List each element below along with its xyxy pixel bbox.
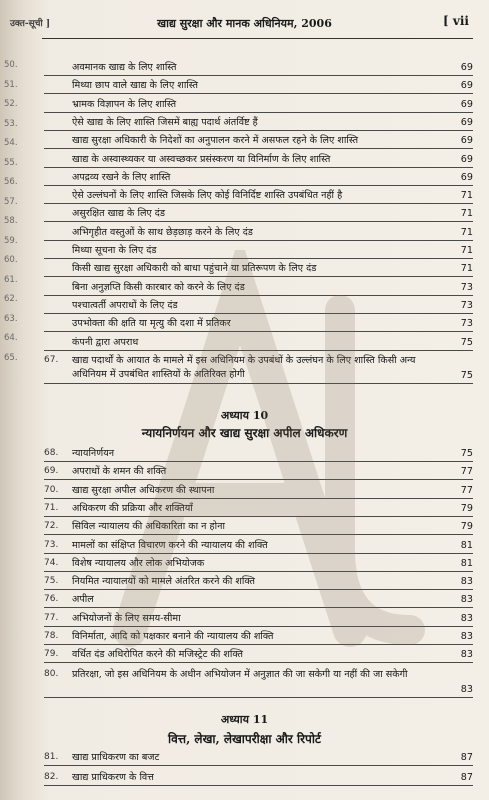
toc-entry-page: 75 — [460, 448, 473, 459]
toc-entry-page: 69 — [460, 172, 473, 183]
toc-entry-page: 83 — [460, 631, 473, 642]
toc-entry-page: 75 — [460, 337, 473, 348]
toc-entry-page: 71 — [460, 245, 473, 256]
toc-entry-text: मामलों का संक्षिप्त विचारण करने की न्यायालय की शक्ति — [72, 540, 268, 551]
header-title: खाद्य सुरक्षा और मानक अधिनियम, 2006 — [157, 17, 332, 30]
toc-entry-page: 75 — [460, 370, 473, 381]
toc-entry-page: 71 — [460, 227, 473, 238]
toc-entry-text: खाद्य पदार्थों के आयात के मामले में इस अधिनियम के उपबंधों के उल्लंघन के लिए शास्ति किसी अन्य अधिनियम में उपबंधित शास्तियों के अतिरिक्त होगी — [72, 355, 416, 380]
toc-entry-page: 71 — [460, 190, 473, 201]
toc-entry-page: 69 — [460, 99, 473, 110]
chapter-11-title: वित्त, लेखा, लेखापरीक्षा और रिपोर्ट — [168, 732, 321, 746]
toc-entry — [44, 335, 473, 351]
margin-number: 58. — [4, 216, 18, 226]
toc-entry-number: 76. — [44, 594, 59, 604]
toc-entry-number: 81. — [44, 752, 59, 762]
toc-entry-page: 73 — [460, 300, 473, 311]
toc-entry-page: 77 — [460, 466, 473, 477]
toc-entry-number: 79. — [44, 649, 59, 659]
toc-entry — [44, 483, 473, 499]
toc-entry-80 — [44, 667, 473, 698]
toc-entry-text: खाद्य प्राधिकरण के वित्त — [72, 772, 154, 783]
margin-number: 61. — [4, 274, 18, 285]
toc-entry — [44, 446, 473, 462]
toc-entry-text: खाद्य सुरक्षा अपील अधिकरण की स्थापना — [72, 485, 215, 496]
toc-entry — [44, 188, 473, 204]
toc-entry — [44, 97, 473, 113]
margin-number: 65. — [4, 352, 18, 363]
toc-entry-page: 83 — [460, 594, 473, 605]
toc-entry-text: भ्रामक विज्ञापन के लिए शास्ति — [72, 99, 177, 110]
margin-number: 64. — [4, 333, 18, 343]
toc-entry — [44, 316, 473, 332]
margin-number: 63. — [4, 313, 18, 324]
toc-entry — [44, 519, 473, 535]
toc-entry — [44, 261, 473, 277]
toc-entry-page: 71 — [460, 263, 473, 274]
toc-entry-text: अपद्रव्य रखने के लिए शास्ति — [72, 172, 171, 183]
toc-entry — [44, 592, 473, 608]
toc-entry — [44, 170, 473, 186]
toc-entry-text: खाद्य के अस्वास्थ्यकर या अस्वच्छकर प्रसंस्करण या विनिर्माण के लिए शास्ति — [72, 154, 331, 165]
toc-entry-text: बिना अनुज्ञप्ति किसी कारबार को करने के लिए दंड — [72, 282, 245, 293]
header-section-label: उक्त-सूची ] — [10, 19, 51, 29]
toc-entry — [44, 133, 473, 149]
margin-number: 52. — [4, 99, 18, 109]
toc-entry-page: 83 — [460, 576, 473, 587]
toc-entry — [44, 629, 473, 645]
toc-entry-text: अभिगृहीत वस्तुओं के साथ छेड़छाड़ करने के लिए दंड — [72, 227, 253, 238]
toc-entry-text: पश्चात्वर्ती अपराधों के लिए दंड — [72, 300, 178, 311]
toc-entry-page: 83 — [460, 649, 473, 660]
toc-entry-page: 87 — [460, 752, 473, 763]
toc-entry-text: किसी खाद्य सुरक्षा अधिकारी को बाधा पहुंचाने या प्रतिरूपण के लिए दंड — [72, 263, 317, 274]
toc-entry — [44, 770, 473, 786]
toc-entry-text: कंपनी द्वारा अपराध — [72, 337, 139, 348]
toc-entry-text: मिथ्या छाप वाले खाद्य के लिए शास्ति — [72, 80, 198, 91]
toc-entry-text: सिविल न्यायालय की अधिकारिता का न होना — [72, 521, 225, 532]
toc-entry-page: 69 — [460, 62, 473, 73]
toc-entry-page: 83 — [460, 684, 473, 695]
toc-entry-number: 67. — [44, 355, 59, 365]
toc-entry-text: अपील — [72, 594, 94, 605]
toc-entry-text: वर्धित दंड अधिरोपित करने की मजिस्ट्रेट की शक्ति — [72, 649, 243, 660]
chapter-11-label: अध्याय 11 — [220, 713, 269, 726]
toc-entry-text: प्रतिरक्षा, जो इस अधिनियम के अधीन अभियोजन में अनुज्ञात की जा सकेगी या नहीं की जा सकेगी — [72, 669, 408, 680]
margin-number: 59. — [4, 235, 18, 246]
toc-entry — [44, 464, 473, 480]
chapter-10-title: न्यायनिर्णयन और खाद्य सुरक्षा अपील अधिकरण — [141, 426, 348, 440]
toc-entry-page: 77 — [460, 485, 473, 496]
margin-number: 51. — [4, 79, 18, 90]
toc-entry — [44, 611, 473, 627]
toc-entry-page: 69 — [460, 80, 473, 91]
margin-number: 56. — [4, 177, 18, 187]
header-page-number: [ vii — [443, 14, 469, 28]
toc-entry-page: 69 — [460, 135, 473, 146]
toc-entry-number: 68. — [44, 448, 59, 458]
toc-entry-number: 77. — [44, 613, 59, 623]
toc-entry-text: खाद्य सुरक्षा अधिकारी के निदेशों का अनुपालन करने में असफल रहने के लिए शास्ति — [72, 135, 359, 146]
toc-entry — [44, 115, 473, 131]
toc-entry-page: 73 — [460, 318, 473, 329]
toc-entry-number: 82. — [44, 772, 59, 782]
margin-number: 50. — [4, 60, 18, 70]
toc-entry — [44, 574, 473, 590]
toc-entry-number: 72. — [44, 521, 59, 531]
toc-entry — [44, 298, 473, 314]
toc-entry-number: 73. — [44, 540, 59, 550]
toc-entry-text: न्यायनिर्णयन — [72, 448, 115, 459]
toc-entry — [44, 750, 473, 766]
toc-entry-text: ऐसे उल्लंघनों के लिए शास्ति जिसके लिए कोई विनिर्दिष्ट शास्ति उपबंधित नहीं है — [72, 190, 343, 201]
toc-entry-67 — [44, 353, 473, 384]
toc-entry — [44, 152, 473, 168]
toc-entry-text: ऐसे खाद्य के लिए शास्ति जिसमें बाह्य पदार्थ अंतर्विष्ट हैं — [72, 117, 258, 128]
toc-entry-number: 70. — [44, 485, 59, 495]
toc-entry-page: 79 — [460, 521, 473, 532]
toc-entry — [44, 206, 473, 222]
toc-entry-number: 75. — [44, 576, 59, 586]
toc-entry-text: असुरक्षित खाद्य के लिए दंड — [72, 208, 166, 219]
toc-entry-page: 83 — [460, 613, 473, 624]
toc-entry — [44, 647, 473, 663]
toc-entry — [44, 243, 473, 259]
toc-entry-number: 71. — [44, 503, 59, 513]
toc-entry-page: 69 — [460, 154, 473, 165]
toc-entry — [44, 538, 473, 554]
toc-entry-text: अधिकरण की प्रक्रिया और शक्तियाँ — [72, 503, 193, 514]
toc-entry-text: अभियोजनों के लिए समय-सीमा — [72, 613, 181, 624]
toc-entry-text: विशेष न्यायालय और लोक अभियोजक — [72, 558, 205, 569]
toc-entry-text: विनिर्माता, आदि को पक्षकार बनाने की न्यायालय की शक्ति — [72, 631, 274, 642]
toc-entry-page: 81 — [460, 558, 473, 569]
margin-number: 53. — [4, 118, 18, 129]
toc-entry-page: 71 — [460, 208, 473, 219]
toc-entry-page: 73 — [460, 282, 473, 293]
toc-entry-number: 69. — [44, 466, 59, 476]
toc-entry-text: अपराधों के शमन की शक्ति — [72, 466, 167, 477]
toc-entry — [44, 225, 473, 241]
margin-number: 55. — [4, 157, 18, 168]
toc-entry — [44, 501, 473, 517]
toc-entry — [44, 60, 473, 76]
toc-entry-number: 74. — [44, 558, 59, 568]
margin-number: 62. — [4, 294, 18, 304]
toc-entry-text: अवमानक खाद्य के लिए शास्ति — [72, 62, 177, 73]
chapter-10-label: अध्याय 10 — [220, 409, 269, 422]
toc-entry-text: नियमित न्यायालयों को मामले अंतरित करने की शक्ति — [72, 576, 255, 587]
margin-number: 57. — [4, 196, 18, 207]
toc-entry-page: 87 — [460, 772, 473, 783]
toc-entry-text: उपभोक्ता की क्षति या मृत्यु की दशा में प्रतिकर — [72, 318, 231, 329]
toc-entry-number: 80. — [44, 669, 59, 679]
toc-entry-text: खाद्य प्राधिकरण का बजट — [72, 752, 160, 763]
toc-entry — [44, 78, 473, 94]
toc-entry — [44, 556, 473, 572]
margin-number: 54. — [4, 138, 18, 148]
toc-entry-number: 78. — [44, 631, 59, 641]
toc-entry — [44, 280, 473, 296]
toc-entry-page: 79 — [460, 503, 473, 514]
toc-entry-page: 69 — [460, 117, 473, 128]
toc-entry-page: 81 — [460, 540, 473, 551]
toc-entry-text: मिथ्या सूचना के लिए दंड — [72, 245, 157, 256]
margin-number: 60. — [4, 255, 18, 265]
